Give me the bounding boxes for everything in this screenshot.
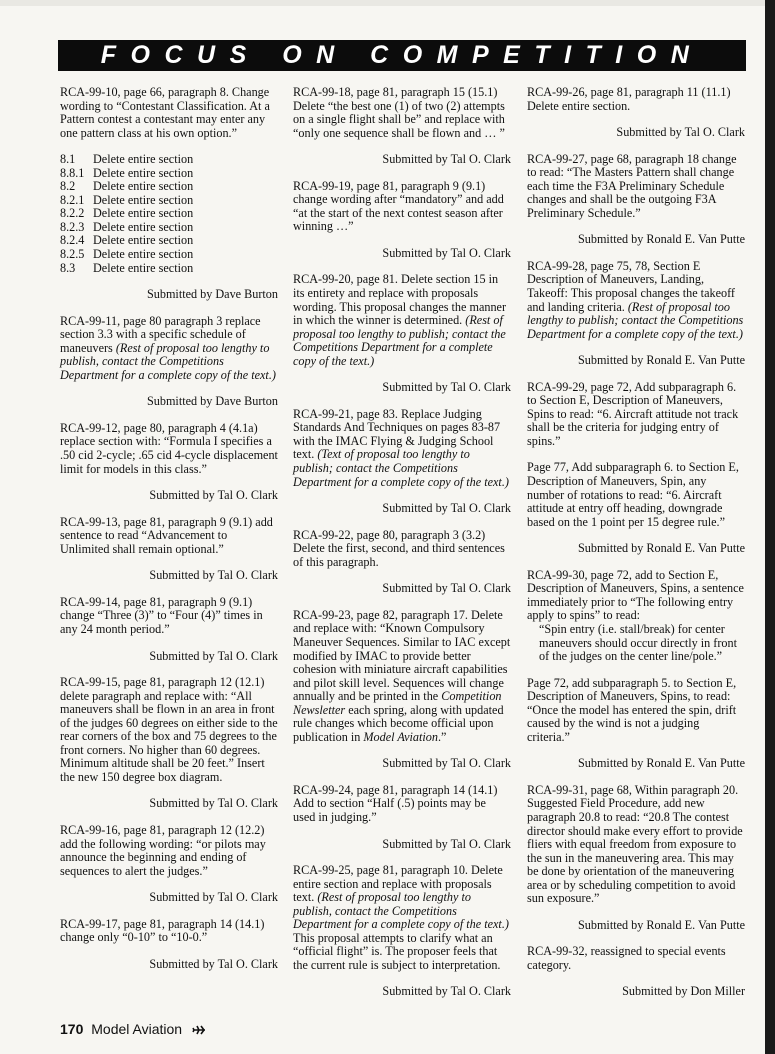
proposal-rca-99-21: RCA-99-21, page 83. Replace Judging Standards And Techniques on pages 83-87 with the IMAC Flying & Judging School text. (Text of proposal too lengthy to publish; contact the Competitions Department for a complete copy of the text.) (293, 406, 509, 489)
submitted-by: Submitted by Tal O. Clark (382, 245, 511, 260)
submitted-by: Submitted by Tal O. Clark (149, 890, 278, 905)
submitted-by: Submitted by Tal O. Clark (382, 581, 511, 596)
proposal-rca-99-15: RCA-99-15, page 81, paragraph 12 (12.1) delete paragraph and replace with: “All maneuvers shall be flown in an area in front of the judges 60 degrees on either side to the rear corners of the box and 75 degrees to the front corners. No higher than 60 degrees. Minimum altitude shall be 20 feet.” Insert the new 150 degree box diagram. (60, 675, 278, 784)
scan-top-edge (0, 0, 775, 6)
list-item: 8.1 Delete entire section (60, 152, 194, 167)
submitted-by: Submitted by Dave Burton (146, 287, 278, 302)
proposal-rca-99-10: RCA-99-10, page 66, paragraph 8. Change wording to “Contestant Classification. At a Pattern contest a contestant may enter any one pattern class at his own option.” (60, 85, 270, 140)
airplane-icon (192, 1022, 206, 1040)
proposal-rca-99-30-page-72: Page 72, add subparagraph 5. to Section E, Description of Maneuvers, Spins, to read: “Once the model has entered the spin, drift caused by the wind is not a judging criteria.” (527, 675, 737, 744)
submitted-by: Submitted by Ronald E. Van Putte (577, 917, 745, 932)
submitted-by: Submitted by Tal O. Clark (382, 501, 511, 516)
column-3 (527, 86, 745, 1012)
column-2 (293, 86, 511, 1012)
page-number: 170 (60, 1021, 84, 1037)
proposal-rca-99-28: RCA-99-28, page 75, 78, Section E Description of Maneuvers, Landing, Takeoff: This proposal changes the takeoff and landing criteria. (Rest of proposal too lengthy to publish; contact the Competitions Department for a complete copy of the text.) (527, 258, 744, 341)
proposal-rca-99-12: RCA-99-12, page 80, paragraph 4 (4.1a) replace section with: “Formula I specifies a .50 cid 2-cycle; .65 cid 4-cycle displacement limit for models in this class.” (60, 420, 278, 476)
list-item: 8.3 Delete entire section (60, 260, 194, 275)
submitted-by: Submitted by Tal O. Clark (382, 152, 511, 167)
submitted-by: Submitted by Tal O. Clark (149, 568, 278, 583)
proposal-rca-99-20: RCA-99-20, page 81. Delete section 15 in its entirety and replace with proposals wording. This proposal changes the manner in which the winner is determined. (Rest of proposal too lengthy to publish; contact the Competitions Department for a complete copy of the text.) (293, 272, 507, 368)
list-item: 8.2.4 Delete entire section (60, 233, 194, 248)
proposal-rca-99-29: RCA-99-29, page 72, Add subparagraph 6. to Section E, Description of Maneuvers, Spins to read: “6. Aircraft attitude not track shall be the criteria for judging entry of spins.” (527, 379, 739, 448)
submitted-by: Submitted by Tal O. Clark (382, 380, 511, 395)
proposal-rca-99-11: RCA-99-11, page 80 paragraph 3 replace section 3.3 with a specific schedule of maneuvers (Rest of proposal too lengthy to publish, contact the Competitions Department for a complete copy of the text.) (60, 313, 276, 382)
list-item: 8.2.3 Delete entire section (60, 219, 194, 234)
proposal-rca-99-14: RCA-99-14, page 81, paragraph 9 (9.1) change “Three (3)” to “Four (4)” times in any 24 month period.” (60, 594, 263, 636)
submitted-by: Submitted by Ronald E. Van Putte (577, 232, 745, 247)
submitted-by: Submitted by Tal O. Clark (149, 648, 278, 663)
proposal-rca-99-31: RCA-99-31, page 68, Within paragraph 20. Suggested Field Procedure, add new paragraph 20.8 to read: “20.8 The contest director should make every effort to provide fliers with equal freedom from exposure to the sun in the maneuvering area. This may be done by orientation of the maneuvering area or by scheduling competition to avoid sun exposure.” (527, 782, 743, 906)
column-1 (60, 86, 278, 984)
publication-name: Model Aviation (91, 1021, 183, 1037)
proposal-rca-99-32: RCA-99-32, reassigned to special events category. (527, 944, 726, 972)
proposal-rca-99-26: RCA-99-26, page 81, paragraph 11 (11.1) Delete entire section. (527, 85, 731, 113)
proposal-rca-99-22: RCA-99-22, page 80, paragraph 3 (3.2) Delete the first, second, and third sentences of this paragraph. (293, 527, 505, 569)
submitted-by: Submitted by Ronald E. Van Putte (577, 756, 745, 771)
submitted-by: Submitted by Dave Burton (146, 394, 278, 409)
list-item: 8.2.2 Delete entire section (60, 206, 194, 221)
list-item: 8.2 Delete entire section (60, 179, 194, 194)
list-item: 8.2.1 Delete entire section (60, 192, 194, 207)
submitted-by: Submitted by Tal O. Clark (616, 125, 745, 140)
submitted-by: Submitted by Tal O. Clark (382, 756, 511, 771)
submitted-by: Submitted by Ronald E. Van Putte (577, 353, 745, 368)
scan-right-edge (765, 0, 775, 1054)
list-item: 8.2.5 Delete entire section (60, 247, 194, 262)
submitted-by: Submitted by Ronald E. Van Putte (577, 541, 745, 556)
deletion-list (60, 153, 278, 275)
proposal-rca-99-27: RCA-99-27, page 68, paragraph 18 change to read: “The Masters Pattern shall change each time the F3A Preliminary Schedule changes and shall be the outgoing F3A Preliminary Schedule.” (527, 151, 737, 220)
page-footer (60, 1020, 206, 1040)
proposal-rca-99-19: RCA-99-19, page 81, paragraph 9 (9.1) change wording after “mandatory” and add “at the start of the next contest season after winning …” (293, 178, 504, 234)
proposal-rca-99-16: RCA-99-16, page 81, paragraph 12 (12.2) add the following wording: “or pilots may announce the beginning and ending of sequences to alert the judges.” (60, 822, 266, 878)
submitted-by: Submitted by Tal O. Clark (149, 796, 278, 811)
proposal-rca-99-29-page-77: Page 77, Add subparagraph 6. to Section E, Description of Maneuvers, Spin, any number of rotations to read: “6. Aircraft attitude at entry off heading, downgrade based on the 1 point per 15 degree rule.” (527, 460, 739, 529)
submitted-by: Submitted by Tal O. Clark (149, 956, 278, 971)
submitted-by: Submitted by Tal O. Clark (149, 488, 278, 503)
proposal-rca-99-13: RCA-99-13, page 81, paragraph 9 (9.1) add sentence to read “Advancement to Unlimited shall remain optional.” (60, 514, 273, 556)
submitted-by: Submitted by Tal O. Clark (382, 836, 511, 851)
submitted-by: Submitted by Tal O. Clark (382, 984, 511, 999)
proposal-rca-99-17: RCA-99-17, page 81, paragraph 14 (14.1) change only “0-10” to “10-0.” (60, 916, 265, 945)
submitted-by: Submitted by Don Miller (622, 984, 745, 999)
proposal-rca-99-24: RCA-99-24, page 81, paragraph 14 (14.1) Add to section “Half (.5) points may be used in judging.” (293, 782, 498, 824)
proposal-rca-99-30: RCA-99-30, page 72, add to Section E, Description of Maneuvers, Spins, a sentence immediately prior to “The following entry apply to spins” to read: “Spin entry (i.e. stall/break) for center maneuvers should occur directly in front of the judges on the center line/pole.” (527, 567, 744, 664)
proposal-rca-99-23: RCA-99-23, page 82, paragraph 17. Delete and replace with: “Known Compulsory Maneuver Sequences. Similar to IAC except modified by IMAC to provide better cohesion with miniature aircraft capabilities and pilot skill level. Sequences will change annually and be printed in the Competition Newsletter each spring, along with updated rule changes which become official upon publication in Model Aviation.” (293, 607, 511, 744)
section-banner: FOCUS ON COMPETITION (58, 40, 746, 71)
list-item: 8.8.1 Delete entire section (60, 165, 194, 180)
proposal-rca-99-25: RCA-99-25, page 81, paragraph 10. Delete entire section and replace with proposals text. (Rest of proposal too lengthy to publish, contact the Competitions Department for a complete copy of the text.) This proposal attempts to clarify what an “official flight” is. The proposer feels that the current rule is subject to interpretation. (293, 863, 509, 972)
proposal-rca-99-18: RCA-99-18, page 81, paragraph 15 (15.1) Delete “the best one (1) of two (2) attempts on a single flight shall be” and replace with “only one sequence shall be flown and … ” (293, 85, 505, 140)
